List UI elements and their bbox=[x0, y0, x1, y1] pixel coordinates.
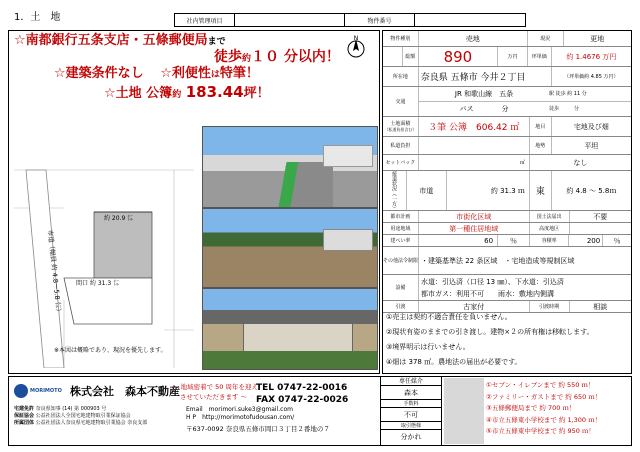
company-logo bbox=[14, 382, 66, 400]
site-map bbox=[14, 160, 194, 368]
handover-value: 古家付 bbox=[419, 301, 530, 312]
promo-line2-small: 約 bbox=[242, 53, 252, 64]
license-value: 奈良県知事 (14) 第 000903 号 bbox=[35, 406, 107, 412]
map-caption: ※本図は概略であり、現況を優先します。 bbox=[54, 347, 167, 354]
promo-line3b: ☆利便性 bbox=[160, 66, 211, 82]
handover-time-label: 引渡時期 bbox=[530, 301, 570, 312]
road-type: 市道 bbox=[407, 171, 447, 210]
other-value: ・建築基準法 22 条区域 ・宅地造成等規制区域 bbox=[421, 256, 575, 265]
tel-label: TEL bbox=[256, 383, 275, 393]
nearby-item: ①セブン・イレブンまで 約 550 ｍ！ bbox=[486, 381, 595, 389]
bcr-value: 60 bbox=[419, 235, 498, 246]
row-zone bbox=[383, 223, 631, 235]
price-value: 890 bbox=[419, 47, 498, 66]
traffic-bus-walk: 徒歩 分 bbox=[549, 106, 580, 113]
hp-value[interactable]: http://morimotofudousan.com/ bbox=[202, 414, 295, 421]
direction-value: 東 bbox=[530, 171, 552, 210]
promo-line2-prefix: 徒歩 bbox=[214, 48, 242, 65]
company-name: 株式会社 森本不動産 bbox=[70, 385, 180, 398]
promo-line1: ☆南都銀行五条支店・五條郵便局 bbox=[14, 33, 208, 48]
kind-label: 物件種別 bbox=[383, 31, 419, 46]
notes-list bbox=[386, 310, 630, 370]
fax-value: 0747-22-0026 bbox=[278, 395, 349, 405]
compass-icon bbox=[345, 34, 367, 60]
price-unit: 万円 bbox=[498, 47, 528, 66]
promo-line4-small: 約 bbox=[172, 89, 182, 100]
tel-value[interactable]: 0747-22-0016 bbox=[277, 383, 348, 393]
nearby-map-thumbnail bbox=[444, 378, 484, 444]
land-law-value: 不要 bbox=[593, 212, 608, 221]
campaign-line1: ～ 地域密着で 50 周年を迎え bbox=[172, 383, 258, 391]
campaign-line2: させていただきます ～ bbox=[180, 393, 248, 401]
frontage-top-label: 約 20.9 ㍍ bbox=[104, 215, 134, 222]
contact-label: 接道状況（一方） bbox=[383, 171, 407, 210]
land-law-label: 国土法届出 bbox=[530, 211, 570, 222]
promo-line4-val: 183.44 bbox=[185, 82, 244, 101]
type-label: 取引態様 bbox=[381, 422, 441, 430]
admin-box bbox=[174, 13, 526, 27]
tsubo-label: 坪単価 bbox=[528, 47, 552, 66]
nearby-item: ④市立五條東小学校まで 約 1,300 ｍ！ bbox=[486, 415, 602, 424]
traffic-line: JR 和歌山線 五条 bbox=[454, 89, 514, 98]
height-label: 高度地区 bbox=[530, 223, 570, 234]
member-value: 公益社団法人奈良県宅地建物取引業協会 奈良支部 bbox=[35, 420, 148, 426]
note-item: ③境界明示は行いません。 bbox=[386, 343, 470, 351]
note-item: ②現状有姿のままでの引き渡し。建物×２の所有権は移転します。 bbox=[386, 328, 594, 336]
area-value: ３筆 公簿 606.42 ㎡ bbox=[419, 117, 530, 136]
status-label: 現況 bbox=[528, 31, 564, 46]
promo-block bbox=[14, 34, 344, 102]
contact-block bbox=[186, 406, 380, 433]
agent-label: 専任媒介 bbox=[381, 376, 441, 386]
promo-line3a: ☆建築条件なし bbox=[54, 66, 144, 82]
traffic-walk: 駅 徒歩 約 11 分 bbox=[549, 91, 587, 98]
assoc-value: 公益社団法人全国宅地建物取引業保証協会 bbox=[35, 413, 131, 419]
row-price bbox=[383, 47, 631, 67]
handover-time-value: 相談 bbox=[593, 302, 608, 311]
area-label: 土地面積 bbox=[390, 121, 411, 127]
promo-line4a: ☆土地 公簿 bbox=[104, 85, 173, 101]
city-value: 市街化区域 bbox=[419, 211, 530, 222]
setback-unit: ㎡ bbox=[419, 155, 530, 170]
phone-block bbox=[256, 382, 348, 406]
member-label: 所属団体 bbox=[14, 420, 35, 426]
row-city bbox=[383, 211, 631, 223]
promo-line3b-end: 特筆！ bbox=[219, 66, 259, 82]
traffic-bus: バス 分 bbox=[459, 104, 509, 113]
note-item: ④畑は 378 ㎡。農地法の届出が必要です。 bbox=[386, 358, 522, 366]
zone-label: 用途地域 bbox=[383, 223, 419, 234]
zone-value: 第一種住居地域 bbox=[419, 223, 530, 234]
promo-line1-suffix: まで bbox=[207, 37, 226, 47]
photo-house bbox=[202, 288, 378, 370]
road-width-value: 約 4.8 ～ 5.8ｍ bbox=[566, 186, 617, 195]
logo-text: MORIMOTO bbox=[30, 388, 62, 394]
location-label: 所在地 bbox=[383, 67, 419, 86]
transaction-box bbox=[380, 376, 442, 446]
status-value: 更地 bbox=[590, 34, 605, 43]
email-label: Email bbox=[186, 406, 203, 413]
row-contact bbox=[383, 171, 631, 211]
land-type-value: 宅地及び畑 bbox=[573, 122, 609, 131]
private-road-label: 私道負担 bbox=[383, 137, 419, 154]
land-type-label: 地目 bbox=[530, 117, 552, 136]
city-label: 都市計画 bbox=[383, 211, 419, 222]
admin-label: 社内管理項目 bbox=[175, 14, 235, 26]
row-kind bbox=[383, 31, 631, 47]
property-number-value bbox=[415, 14, 525, 26]
promo-line2-main: １０ 分以内！ bbox=[251, 48, 340, 65]
far-value: 200 bbox=[569, 235, 603, 246]
equip-label: 設備 bbox=[383, 275, 419, 300]
row-other bbox=[383, 247, 631, 275]
price-label: 総額 bbox=[403, 47, 419, 66]
email-value[interactable]: morimori.suke3@gmail.com bbox=[208, 406, 293, 413]
agent-value: 森本 bbox=[381, 386, 441, 400]
location-value: 奈良県 五條市 今井２丁目 bbox=[419, 67, 552, 86]
section-title: 1．土 地 bbox=[14, 12, 61, 23]
type-value: 分かれ bbox=[400, 433, 422, 441]
hp-label: H P bbox=[186, 414, 197, 421]
compass-letter: N bbox=[353, 35, 359, 42]
setback-status: なし bbox=[573, 158, 588, 167]
tsubo-note: （坪単価約 4.85 万円） bbox=[564, 74, 619, 80]
row-setback bbox=[383, 155, 631, 171]
road-label: 市道（幅員 約 4.8～5.8 ㍍） bbox=[46, 229, 63, 316]
promo-line3b-small: は bbox=[210, 70, 220, 81]
fax-label: FAX bbox=[256, 395, 276, 405]
water-value: 水道：引込済（口径 13 ㎜）、下水道：引込済 bbox=[421, 277, 564, 286]
frontage-value: 約 31.3 ｍ bbox=[447, 171, 530, 210]
kind-value: 売地 bbox=[419, 31, 528, 46]
handover-label: 引渡 bbox=[383, 301, 419, 312]
terrain-label: 地勢 bbox=[530, 137, 552, 154]
far-label: 容積率 bbox=[530, 235, 570, 246]
nearby-list bbox=[486, 380, 630, 438]
far-unit: ％ bbox=[613, 236, 621, 245]
tsubo-value: 約 1.4676 万円 bbox=[566, 52, 617, 61]
row-traffic bbox=[383, 87, 631, 117]
nearby-item: ②ファミリー・ガストまで 約 650 ｍ！ bbox=[486, 392, 602, 401]
property-number-label: 物件番号 bbox=[345, 14, 415, 26]
terrain-value: 平坦 bbox=[584, 141, 599, 150]
row-location bbox=[383, 67, 631, 87]
fee-value: 不可 bbox=[381, 408, 441, 422]
assoc-label: 保証協会 bbox=[14, 413, 35, 419]
row-private bbox=[383, 137, 631, 155]
note-item: ①売主は契約不適合責任を負いません。 bbox=[386, 313, 512, 321]
nearby-item: ⑤市立五條東中学校まで 約 950 ｍ！ bbox=[486, 427, 595, 435]
photo-street bbox=[202, 126, 378, 208]
company-address: 〒637-0092 奈良県五條市岡口３丁目２番地の７ bbox=[186, 425, 330, 433]
promo-line4-end: 坪！ bbox=[243, 85, 270, 101]
bcr-unit: ％ bbox=[498, 235, 530, 246]
admin-value bbox=[235, 14, 345, 26]
photo-lot bbox=[202, 208, 378, 288]
setback-label: セットバック bbox=[383, 155, 419, 170]
row-ratio bbox=[383, 235, 631, 247]
frontage-bottom-label: 間口 約 31.3 ㍍ bbox=[76, 280, 120, 287]
nearby-item: ③五條郵便局まで 約 700 ｍ！ bbox=[486, 404, 576, 412]
gas-value: 都市ガス：利用不可 雨水：敷地内側溝 bbox=[421, 289, 554, 298]
fee-label: 手数料 bbox=[381, 400, 441, 408]
traffic-label: 交通 bbox=[383, 87, 419, 116]
license-block bbox=[14, 406, 184, 427]
area-sublabel: （私道負担含む） bbox=[384, 127, 417, 132]
license-label: 宅建免許 bbox=[14, 406, 35, 412]
campaign-text bbox=[172, 382, 258, 402]
logo-circle-icon bbox=[14, 384, 28, 398]
other-label: その他法令制限 bbox=[383, 247, 419, 274]
bcr-label: 建ぺい率 bbox=[383, 235, 419, 246]
row-equip bbox=[383, 275, 631, 301]
row-area bbox=[383, 117, 631, 137]
